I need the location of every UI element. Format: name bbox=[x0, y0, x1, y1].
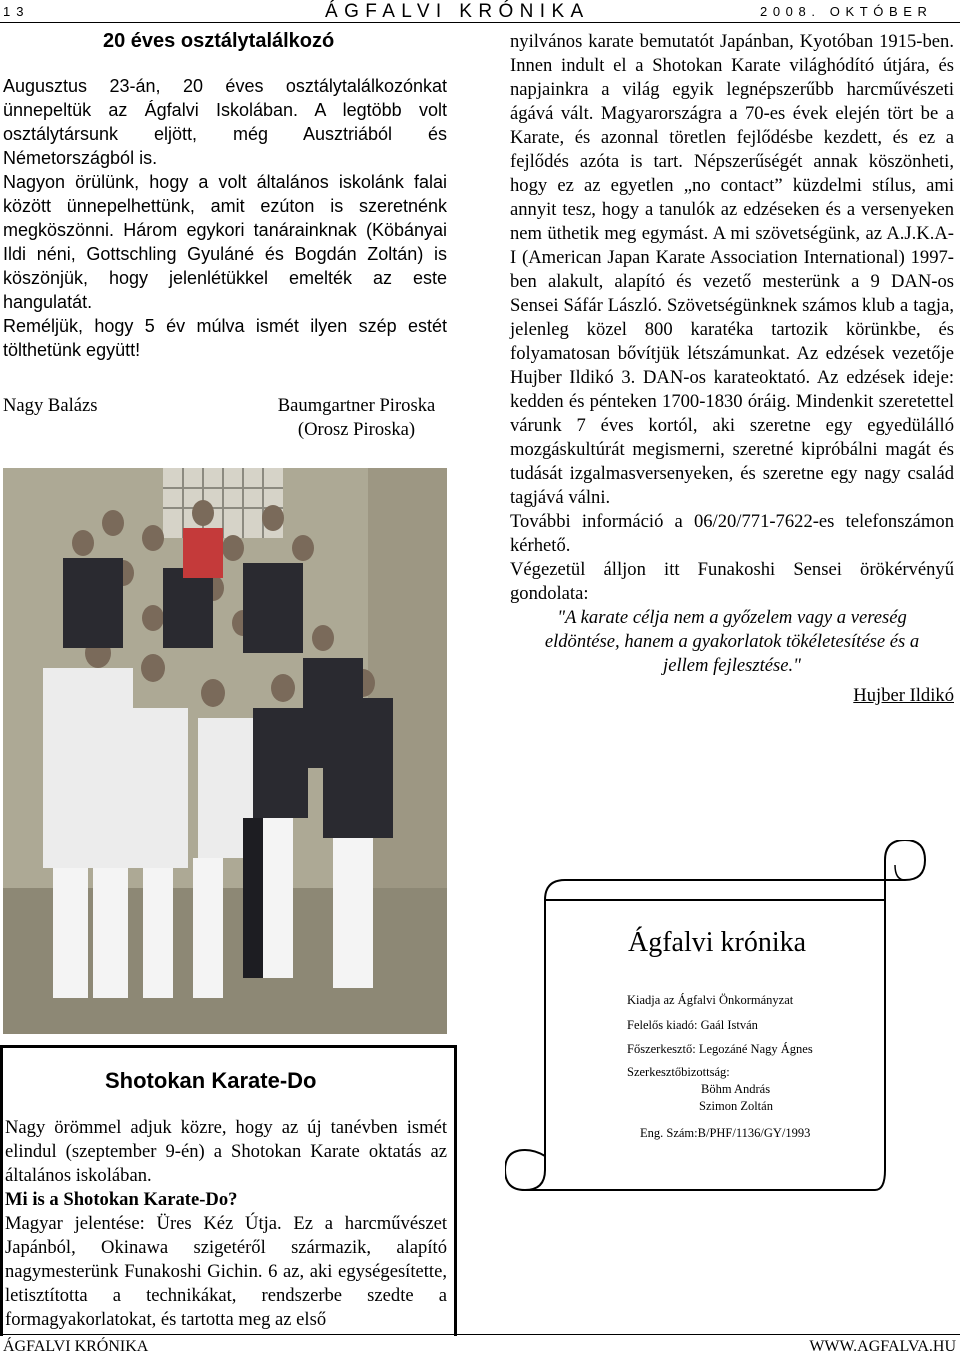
karate-title: Shotokan Karate-Do bbox=[105, 1068, 317, 1093]
reunion-title: 20 éves osztálytalálkozó bbox=[103, 30, 335, 52]
group-photo bbox=[3, 468, 447, 1034]
footer-website: WWW.AGFALVA.HU bbox=[809, 1338, 956, 1355]
karate-contact: További információ a 06/20/771-7622-es telefonszámon kérhető. bbox=[510, 511, 954, 556]
reunion-paragraph-1: Augusztus 23-án, 20 éves osztálytalálkozónkat ünnepeltük az Ágfalvi Iskolában. A legtöbb volt osztálytársunk eljött, még Ausztriából és Németországból is. bbox=[3, 76, 447, 168]
colophon-board-label: Szerkesztőbizottság: bbox=[627, 1065, 730, 1079]
colophon-registration: Eng. Szám:B/PHF/1136/GY/1993 bbox=[640, 1126, 811, 1140]
page-number: 13 bbox=[3, 4, 30, 19]
author-right-name: Baumgartner Piroska bbox=[277, 395, 436, 416]
reunion-paragraph-2: Nagyon örülünk, hogy a volt általános iskolánk falai között ünnepelhettünk, amit ezúton is szeretnénk megköszönni. Három egykori tanárainknak (Köbányai Ildi néni, Gottschling Gyuláné és Bogdán Zoltán) is köszönjük, hogy jelenlétükkel emelték az este hangulatát. bbox=[3, 172, 447, 312]
karate-paragraph-2: Magyar jelentése: Üres Kéz Útja. Ez a harcművészet Japánból, Okinawa szigetéről származik, alapító nagymesterünk Funakoshi Gichin. 6 az, aki egységesítette, letisztította a technikákat, rendszerbe szedte a formagyakorlatokat, és tartotta meg az első bbox=[5, 1213, 447, 1330]
karate-continued: nyilvános karate bemutatót Japánban, Kyotóban 1915-ben. Innen indult el a Shotokan Karate világhódító útjára, és napjainkra a világ egyik legnépszerűbb harcművészeti ágává vált. Magyarországra a 70-es évek elején tört be a Karate, és azonnal töretlen fejlődésbe kezdett, és ez a fejlődés azóta is tart. Népszerűségét annak köszönheti, hogy ez az egyetlen „no contact” küzdelmi stílus, ami annyit tesz, hogy a tanulók az edzéseken és a versenyeken nem üthetik meg egymást. A mi szövetségünk, az A.J.K.A-I (American Japan Karate Association International) 1997-ben alakult, alapító és vezető mesterünk a 9 DAN-os Sensei Sáfár László. Szövetségünknek számos klub a tagja, jelenleg közel 800 karatéka tartozik körünkbe, és folyamatosan bővítjük létszámunkat. Az edzések vezetője Hujber Ildikó 3. DAN-os karateoktató. Az edzések ideje: kedden és pénteken 1700-1830 óráig. Mindenkit szeretettel várunk 7 éves kortól, aki szeretne egy egyedülálló mozgáskultúrát megismerni, szeretné kipróbálni magát és tudását izgalmasversenyeken, és szeretne egy nagy család tagjává válni. bbox=[510, 31, 954, 508]
colophon-title: Ágfalvi krónika bbox=[628, 927, 807, 958]
karate-body-left bbox=[5, 1116, 447, 1332]
colophon-board-member-1: Böhm András bbox=[701, 1082, 771, 1096]
issue-date: 2008. OKTÓBER bbox=[760, 4, 933, 19]
author-right bbox=[266, 394, 447, 442]
funakoshi-quote: "A karate célja nem a győzelem vagy a vereség eldöntése, hanem a gyakorlatok tökéletesítése és a jellem fejlesztése." bbox=[544, 607, 920, 676]
colophon-responsible: Felelős kiadó: Gaál István bbox=[627, 1018, 758, 1032]
footer-left: ÁGFALVI KRÓNIKA bbox=[3, 1338, 149, 1355]
reunion-body bbox=[3, 74, 447, 362]
newspaper-title: ÁGFALVI KRÓNIKA bbox=[325, 1, 590, 22]
karate-body-right bbox=[510, 30, 954, 708]
karate-closing: Végezetül álljon itt Funakoshi Sensei örökérvényű gondolata: bbox=[510, 559, 954, 604]
author-left: Nagy Balázs bbox=[3, 395, 98, 416]
reunion-paragraph-3: Reméljük, hogy 5 év múlva ismét ilyen szép estét tölthetünk együtt! bbox=[3, 316, 447, 360]
page-footer bbox=[0, 1334, 960, 1357]
colophon-publisher: Kiadja az Ágfalvi Önkormányzat bbox=[627, 993, 794, 1007]
karate-question: Mi is a Shotokan Karate-Do? bbox=[5, 1189, 238, 1210]
colophon-board-member-2: Szimon Zoltán bbox=[699, 1099, 773, 1113]
karate-paragraph-1: Nagy örömmel adjuk közre, hogy az új tanévben ismét elindul (szeptember 9-én) a Shotokan Karate oktatás az általános iskolában. bbox=[5, 1117, 447, 1186]
author-right-maiden: (Orosz Piroska) bbox=[297, 419, 416, 440]
page-header bbox=[0, 0, 960, 23]
colophon-editor: Főszerkesztő: Legozáné Nagy Ágnes bbox=[627, 1042, 813, 1056]
karate-author: Hujber Ildikó bbox=[853, 685, 954, 706]
